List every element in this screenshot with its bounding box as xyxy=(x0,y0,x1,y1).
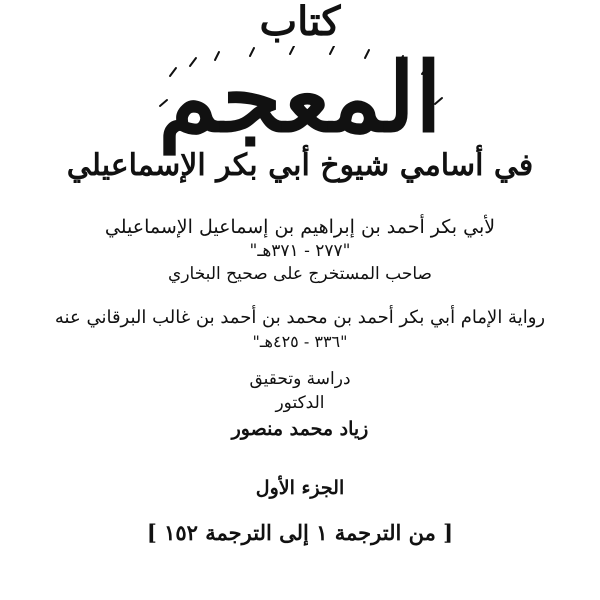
author-dates: "٢٧٧ - ٣٧١هـ" xyxy=(249,241,351,261)
author-line: لأبي بكر أحمد بن إبراهيم بن إسماعيل الإسماعيلي xyxy=(104,216,496,238)
volume-label: الجزء الأول xyxy=(255,477,345,499)
main-title: المعجم xyxy=(158,41,442,154)
doctor-label: الدكتور xyxy=(275,393,325,413)
study-label: دراسة وتحقيق xyxy=(249,369,351,389)
editor-name: زياد محمد منصور xyxy=(231,418,369,440)
entry-range: [ من الترجمة ١ إلى الترجمة ١٥٢ ] xyxy=(146,520,454,545)
subtitle: في أسامي شيوخ أبي بكر الإسماعيلي xyxy=(66,148,534,183)
narrator-dates: "٣٣٦ - ٤٢٥هـ" xyxy=(252,332,348,351)
narrator-line: رواية الإمام أبي بكر أحمد بن محمد بن أحمد بن غالب البرقاني عنه xyxy=(54,307,546,328)
author-description: صاحب المستخرج على صحيح البخاري xyxy=(168,264,432,284)
title-word-kitab: كتاب xyxy=(259,0,341,45)
